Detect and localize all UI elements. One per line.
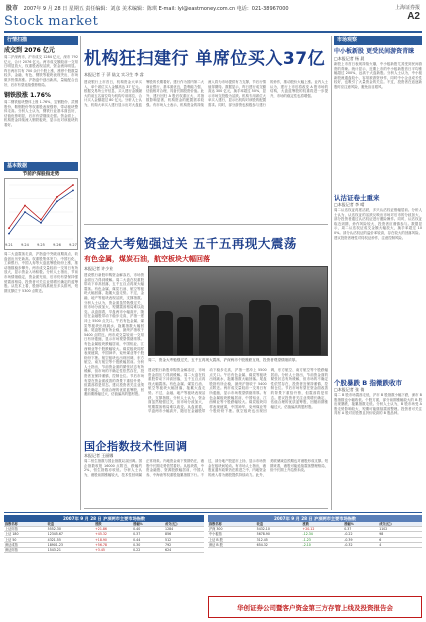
x-tick-label: 9.27	[69, 243, 77, 247]
data-point	[56, 196, 58, 198]
advertisement-banner[interactable]: 华创证券公司暨客户资金第三方存管上线及投资报告会	[208, 596, 422, 618]
table-cell: 856	[164, 532, 204, 537]
mid-article-text-cols: 建设银行新股申购资金解冻后，市场资金面压力得到缓解。周二大盘在权重股带动下冲高回落，五千五百点再现大幅震荡。有色金属、煤炭石油、航空等板块大幅回落，拖累大盘走势。不过，金融、地产等板块表现活跃，支撑指数。分析人士认为，资金面虽然勉强过关，但市场分歧加大，短期震荡格局难以改变。从盘面看，早盘两市小幅高开，随后在金融股带动下稳步走高，沪指一度冲上 5500 点关口。午后有色金属、煤炭等板块出现跳水，拖累指数大幅回落。尾盘股指有所企稳，最终沪指收于 5400 点附近。两市成交量较前一交易日有所萎缩，显示市场观望情绪浓厚。有色金属板块跌幅居前，中国铝业、江西铜业等个股跌幅较大。煤炭板块同样表现疲弱，中国神华、兖州煤业等个股纷纷下挫。航空板块也出现回调，东方航空、南方航空等个股跌幅居前。分析人士指出，节前资金面的紧张状态有所缓解，但市场的不确定性依然存在，投资者宜保持谨慎，控制仓位。节后市场有望在资金面改善的背景下重拾升势，但震荡将是常态。建议投资者关注业绩增长确定、估值合理的优质蓝筹股，回避前期涨幅过大、估值偏高的题材股。	[148, 368, 328, 414]
table-cell: +3.45	[94, 548, 132, 553]
table-cell: -2.10	[302, 542, 344, 547]
photo-figure	[225, 313, 243, 355]
text-turnover: 周二沪深两市，沪市成交 1284 亿元，深市 792 亿元，合计 2076 亿元。两市成交额较前一交易日明显放大，权重股表现活跃，资金流向明显。昨日两市共有 700 余只个股上涨，涨停个股数量较多，金融、有色、钢铁等板块表现突出，市场做多热情高涨。沪指盘中创出新高，量能配合良好，后市有望延续强势格局。	[4, 55, 78, 87]
table-cell: 512	[164, 537, 204, 542]
data-point	[40, 222, 42, 224]
byline-b: □本报记者 张 倩	[334, 387, 365, 392]
bottom-article	[84, 440, 328, 506]
byline-put: □本报记者 李 晴	[334, 202, 365, 207]
table-header-cell: 涨幅%	[132, 522, 164, 527]
column-divider	[331, 36, 332, 510]
photo-figure	[155, 311, 173, 355]
table-cell: 18901.23	[47, 542, 94, 547]
table-cell: 0.30	[132, 542, 164, 547]
table-row	[208, 542, 422, 547]
table-cell: 4	[378, 542, 422, 547]
bottom-article-text: 周二恒生指数与国企指数双双回调。国企指数收报 16000 点附近，跌幅约 2%，恒生指数亦收低。分析人士认为，港股前期涨幅较大，技术性回调属正常现象。内地资金南下预期仍在，港股中长期走势依然看好。从板块看，中资金融股、资源股跌幅居前，中国人寿、中海油等权重股拖累指数下行。不过，部分地产股逆市上扬，显示市场资金在板块间轮动。有市场人士指出，港股直通车政策仍在推进之中，内地资金的流入将为港股提供持续动力。此外，美联储减息预期也对港股形成支撑。短期来看，港股可能延续震荡整理格局，但中长期上升趋势未改。	[84, 459, 328, 477]
top-headline: 机构狂扫建行 单席位买入37亿	[84, 49, 326, 69]
table-cell: +56.78	[94, 542, 132, 547]
bottom-headline: 国企指数技术性回调	[84, 440, 188, 453]
section-header-market-scan: 行情扫描	[4, 36, 78, 45]
table-cell: 4321.55	[47, 537, 94, 542]
text-basic-data: 周二大盘震荡走高，沪指盘中突破前期高点，收盘创出历史新高。权重股集体发力，中国石化、工商银行、中国人寿等大盘蓝筹股纷纷上涨，推动指数稳步攀升。两市成交量较前一交易日有所放大，显示资金入场积极。分析人士指出，节前市场情绪稳定，资金面充裕，后市仍有望保持强势震荡格局，投资者可关注业绩增长确定的蓝筹股。从技术上看，股指均线系统呈多头排列，短期支撑位于 5300 点附近。	[4, 252, 78, 293]
table-cell: 1102	[378, 527, 422, 532]
table-cell: 624	[164, 548, 204, 553]
data-point	[56, 200, 58, 202]
index-trend-chart	[4, 178, 78, 250]
market-index-table	[4, 515, 204, 553]
table-cell: +45.32	[94, 532, 132, 537]
trend-chart-svg	[5, 179, 77, 249]
series-line	[9, 185, 73, 228]
top-article-text: 建设银行上市首日，机构资金大举买入，单个席位买入金额高达 37 亿元。根据交易所公开信息，买入建行金额最大的前五名席位均为机构专用席位，合计买入金额超过 80 亿元。分析人士认为，机构大举买入建行显示出对大盘蓝筹股的长期看好。建行作为国内第二大商业银行，基本面优良，盈利能力强，估值相对合理，具备长期投资价值。此外，建行回归 A 股后权重巨大，对指数影响显著，机构资金的配置需求较强。有市场人士表示，机构资金的持续流入将为市场提供有力支撑，节后行情值得期待。数据显示，昨日建行成交额高达 300 亿元，换手率超过 50%，显示市场交投极为活跃。机构专用席位大举买入建行，显示出机构对该股的配置需求。同时，部分游资也积极参与建行的炒作，推动股价大幅上涨。业内人士认为，建行上市后将改变 A 股市场的结构，大盘蓝筹股的权重将进一步提升，市场的稳定性也将增强。	[84, 80, 328, 107]
table-cell: 上证 180	[4, 532, 47, 537]
table-title: 2007年 9 月 28 日 沪深两市主要市场指数	[4, 515, 204, 522]
masthead: Stock market	[4, 14, 99, 29]
headline-steel: 钢铁股涨 1.76%	[4, 92, 51, 99]
table-cell: 0.22	[132, 548, 164, 553]
table-cell: -0.22	[343, 532, 378, 537]
data-point	[8, 227, 10, 229]
table-cell: 12345.67	[47, 532, 94, 537]
bottom-byline: 本报记者 王丽娜	[84, 453, 114, 458]
table-cell: 深证综指	[4, 548, 47, 553]
table-cell: -0.39	[343, 537, 378, 542]
headline-turnover: 成交到 2076 亿元	[4, 47, 55, 54]
headline-put-warrant: 认沽证卷土重来	[334, 194, 380, 202]
header-info-line	[6, 3, 420, 12]
left-column	[4, 36, 78, 467]
table-cell: 0.37	[132, 532, 164, 537]
mid-article-text-col1: 建设银行新股申购资金解冻后，市场资金面压力得到缓解。周二大盘在权重股带动下冲高回落，五千五百点再现大幅震荡。有色金属、煤炭石油、航空等板块大幅回落，拖累大盘走势。不过，金融、地产等板块表现活跃，支撑指数。分析人士认为，资金面虽然勉强过关，但市场分歧加大，短期震荡格局难以改变。从盘面看，早盘两市小幅高开，随后在金融股带动下稳步走高，沪指一度冲上 5500 点关口。午后有色金属、煤炭等板块出现跳水，拖累指数大幅回落。尾盘股指有所企稳，最终沪指收于 5400 点附近。两市成交量较前一交易日有所萎缩，显示市场观望情绪浓厚。有色金属板块跌幅居前，中国铝业、江西铜业等个股跌幅较大。煤炭板块同样表现疲弱，中国神华、兖州煤业等个股纷纷下挫。航空板块也出现回调，东方航空、南方航空等个股跌幅居前。分析人士指出，节前资金面的紧张状态有所缓解，但市场的不确定性依然存在，投资者宜保持谨慎，控制仓位。节后市场有望在资金面改善的背景下重拾升势，但震荡将是常态。建议投资者关注业绩增长确定、估值合理的优质蓝筹股，回避前期涨幅过大、估值偏高的题材股。	[84, 273, 144, 397]
table-header-cell: 涨跌	[94, 522, 132, 527]
trading-hall-photo	[148, 266, 328, 356]
index-table-2	[208, 522, 422, 548]
x-tick-label: 9.26	[53, 243, 61, 247]
text-b-share: 周二 B 股市场震荡走低，沪市 B 股指数小幅下跌，深市 B 股指数也小幅收低。个股方面，部分前期涨幅较大的 B 股出现暴跌，拖累指数走低。分析人士认为，B 股市场受 A 股走势影响较大，短期可能继续震荡整理。投资者可关注具有 A 股对应股票且折价较高的 B 股品种。	[334, 393, 422, 416]
table-cell: +21.86	[94, 527, 132, 532]
table-header-cell: 收盘	[47, 522, 94, 527]
photo-figure	[177, 317, 193, 355]
table-cell: 312.45	[256, 537, 302, 542]
headline-b-share: 个股暴跌 B 指微跌收市	[334, 379, 402, 387]
data-point	[24, 211, 26, 213]
photo-figure	[249, 300, 271, 355]
table-cell: 1543.21	[47, 548, 94, 553]
table-header-cell: 收盘	[256, 522, 302, 527]
table-cell: 上证综指	[4, 527, 47, 532]
table-header-cell: 指数名称	[208, 522, 256, 527]
table-cell: 0.37	[343, 527, 378, 532]
table-header-cell: 涨幅%	[343, 522, 378, 527]
photo-figure	[199, 305, 219, 355]
right-column	[334, 36, 422, 473]
mid-byline: 本报记者 许少业	[84, 266, 114, 271]
market-index-table-2	[208, 515, 422, 548]
table-header-cell: 成交(亿)	[164, 522, 204, 527]
section-name: 股市	[6, 5, 19, 12]
bottom-rule	[4, 512, 422, 513]
data-point	[24, 205, 26, 207]
table-header-cell: 涨跌	[302, 522, 344, 527]
x-tick-label: 9.24	[21, 243, 29, 247]
paper-name: 上海证券报	[394, 5, 420, 11]
photo-figure	[299, 307, 321, 355]
table-title-2: 2007年 9 月 28 日 沪深两市主要市场指数	[208, 515, 422, 522]
data-point	[72, 184, 74, 186]
data-point	[40, 219, 42, 221]
table-cell: 沪深 300	[208, 527, 256, 532]
table-cell: 792	[164, 542, 204, 547]
column-divider	[80, 36, 81, 510]
paper-info	[395, 4, 420, 22]
table-cell: 中小板指	[208, 532, 256, 537]
table-cell: 98	[378, 532, 422, 537]
table-cell: -0.32	[343, 542, 378, 547]
table-cell: -1.23	[302, 537, 344, 542]
table-cell: 0.44	[132, 537, 164, 542]
byline-sme: □本报记者 杨 晨	[334, 56, 365, 61]
table-cell: -12.34	[302, 532, 344, 537]
table-cell: 654.32	[256, 542, 302, 547]
table-cell: 深证 B 股	[208, 542, 256, 547]
table-cell: +20.12	[302, 527, 344, 532]
table-cell: 5678.90	[256, 532, 302, 537]
header-rule	[4, 31, 422, 33]
data-point	[8, 233, 10, 235]
header-info: 2007年 9 月 28 日 星期五 责任编辑：刘彦 美术编辑：陈琪 E-mail: lyl@eastmoney.com.cn 电话：021-38967000	[23, 6, 289, 12]
table-header-cell: 指数名称	[4, 522, 47, 527]
x-tick-label: 9.25	[37, 243, 45, 247]
table-cell: 上证 50	[4, 537, 47, 542]
mid-headline: 资金大考勉强过关 五千五再现大震荡	[84, 236, 297, 251]
table-cell: 深证成指	[4, 542, 47, 547]
page-number: A2	[407, 11, 420, 22]
text-steel: 周二钢铁板块整体上涨 1.76%，宝钢股份、武钢股份、鞍钢股份等权重股表现强势，带动板块整体走高。分析人士认为，钢铁行业基本面良好，估值优势明显，后市有望继续走强。资金面上，机构资金持续流入钢铁板块，显示出对该板块的看好。	[4, 100, 78, 127]
photo-caption: 周二，资金大考勉强过关，五千五再现大震荡，沪深两市个股涨跌互现，投资者观望情绪浓厚。	[148, 358, 299, 362]
x-tick-label: 9.21	[5, 243, 13, 247]
table-row	[4, 548, 204, 553]
table-cell: 5552.30	[47, 527, 94, 532]
mid-deck: 有色金属，煤炭石油，航空板块大幅回落	[84, 255, 210, 263]
index-table	[4, 522, 204, 553]
table-cell: 6	[378, 537, 422, 542]
photo-figure	[277, 315, 293, 355]
table-cell: 5432.10	[256, 527, 302, 532]
text-put-warrant: 周二认沽权证再度活跃，多只认沽权证涨幅居前。分析人士认为，认沽权证的活跃反映出市场对后市的分歧加大，部分投资者通过认沽权证进行避险操作。同时，认沽权证临近到期，炒作风险较大，投资者应谨慎参与。数据显示，周二认沽权证成交金额大幅放大，换手率超过 100%。部分认沽权证的溢价率较高，存在较大的回落风险。建议投资者理性对待权证炒作，注意控制风险。	[334, 208, 422, 240]
divider	[84, 508, 328, 509]
divider	[84, 224, 328, 225]
chart-title: 节前沪深股指走势	[22, 172, 60, 177]
section-header-market-watch: 市场观察	[334, 36, 422, 45]
table-cell: 0.40	[132, 527, 164, 532]
text-sme-ipo: 新股上市首日表现持续火爆，中小板新股尤其受到民间游资的青睐。统计显示，近期上市的中小板新股首日平均涨幅超过 200%，远高于大盘新股。分析人士认为，中小板新股流通盘较小，容易被游资炒作，同时中小企业成长性较好，也吸引了大量资金的关注。不过，投资者在追逐新股时应注意风险，避免盲目跟风。	[334, 62, 422, 89]
headline-sme-ipo: 中小板新股 更受民间游资青睐	[334, 48, 415, 55]
section-header-basic-data: 基本数据	[4, 162, 78, 171]
top-byline: 本报记者 于 萍 陆文 实习生 李 睿	[84, 72, 144, 77]
table-header-cell: 成交(亿)	[378, 522, 422, 527]
table-cell: +18.90	[94, 537, 132, 542]
data-point	[72, 190, 74, 192]
table-cell: 1284	[164, 527, 204, 532]
table-cell: 上证 B 股	[208, 537, 256, 542]
